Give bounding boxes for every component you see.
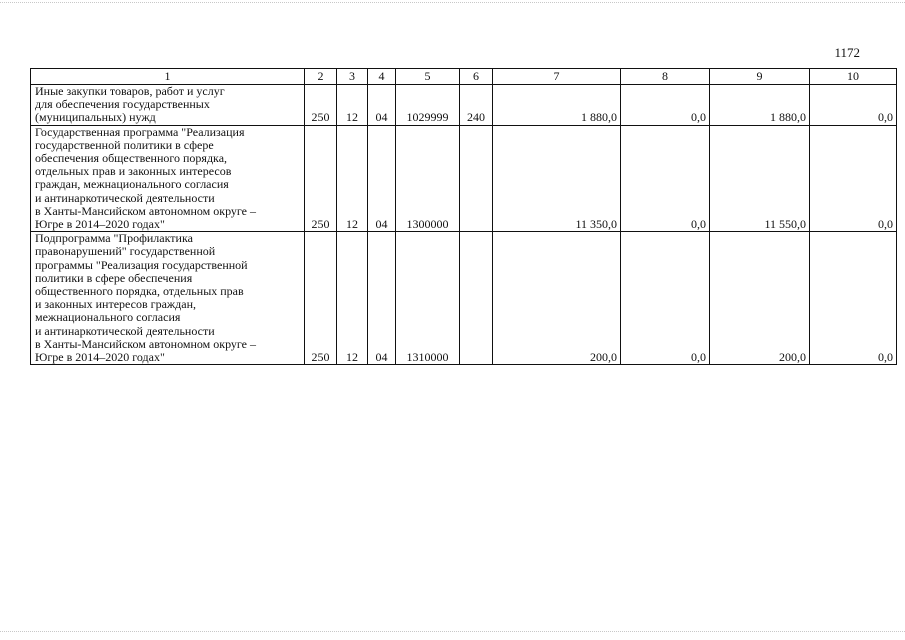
cell-section-code: 12 — [337, 85, 368, 126]
cell-amount: 1 880,0 — [493, 85, 621, 126]
column-header: 9 — [710, 69, 810, 85]
column-header: 7 — [493, 69, 621, 85]
column-header: 2 — [305, 69, 337, 85]
page-number: 1172 — [834, 45, 860, 60]
cell-expense-type — [460, 125, 493, 232]
cell-amount: 200,0 — [493, 232, 621, 365]
column-header: 6 — [460, 69, 493, 85]
cell-amount: 11 550,0 — [710, 125, 810, 232]
cell-amount: 0,0 — [810, 125, 897, 232]
column-header: 3 — [337, 69, 368, 85]
cell-ministry-code: 250 — [305, 232, 337, 365]
row-name: Подпрограмма "Профилактика правонарушений" государственной программы "Реализация государственной политики в сфере обеспечения общественного порядка, отдельных прав и законных интересов граждан, межнационального согласия и антинаркотической деятельности в Ханты-Мансийском автономном округе – Югре в 2014–2020 годах" — [31, 232, 305, 365]
cell-amount: 0,0 — [810, 85, 897, 126]
scan-edge-top — [0, 2, 905, 3]
budget-table — [30, 68, 897, 365]
cell-subsection-code: 04 — [368, 232, 396, 365]
cell-amount: 200,0 — [710, 232, 810, 365]
column-header: 5 — [396, 69, 460, 85]
cell-amount: 0,0 — [810, 232, 897, 365]
cell-amount: 0,0 — [621, 125, 710, 232]
cell-amount: 0,0 — [621, 85, 710, 126]
cell-expense-type — [460, 232, 493, 365]
cell-ministry-code: 250 — [305, 85, 337, 126]
table-row — [31, 85, 897, 126]
cell-subsection-code: 04 — [368, 125, 396, 232]
table-header-row — [31, 69, 897, 85]
row-name: Государственная программа "Реализация государственной политики в сфере обеспечения общественного порядка, отдельных прав и законных интересов граждан, межнационального согласия и антинаркотической деятельности в Ханты-Мансийском автономном округе – Югре в 2014–2020 годах" — [31, 125, 305, 232]
cell-subsection-code: 04 — [368, 85, 396, 126]
column-header: 4 — [368, 69, 396, 85]
cell-target-code: 1029999 — [396, 85, 460, 126]
cell-amount: 11 350,0 — [493, 125, 621, 232]
column-header: 1 — [31, 69, 305, 85]
cell-target-code: 1310000 — [396, 232, 460, 365]
column-header: 10 — [810, 69, 897, 85]
cell-section-code: 12 — [337, 125, 368, 232]
cell-amount: 0,0 — [621, 232, 710, 365]
cell-amount: 1 880,0 — [710, 85, 810, 126]
cell-ministry-code: 250 — [305, 125, 337, 232]
scan-edge-bottom — [0, 631, 905, 632]
cell-target-code: 1300000 — [396, 125, 460, 232]
column-header: 8 — [621, 69, 710, 85]
cell-section-code: 12 — [337, 232, 368, 365]
table-row — [31, 232, 897, 365]
row-name: Иные закупки товаров, работ и услуг для обеспечения государственных (муниципальных) нужд — [31, 85, 305, 126]
cell-expense-type: 240 — [460, 85, 493, 126]
table-row — [31, 125, 897, 232]
